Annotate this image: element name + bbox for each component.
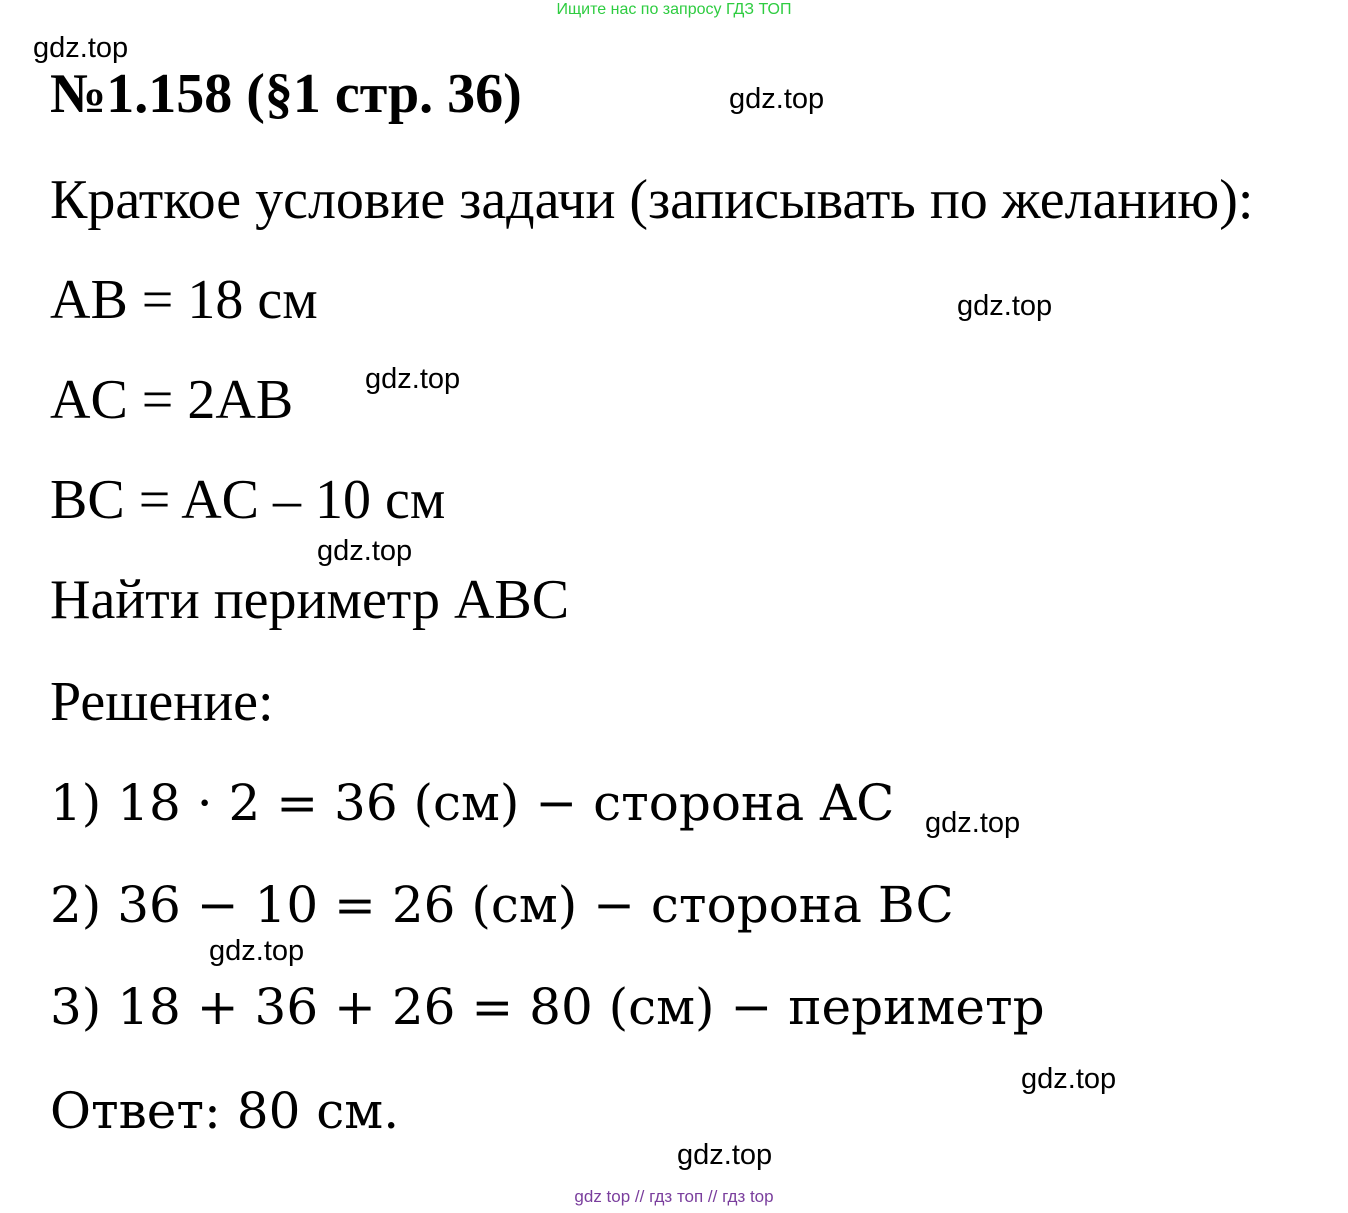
watermark: gdz.top: [1021, 1063, 1117, 1095]
footer-watermark: gdz top // гдз топ // гдз top: [574, 1187, 774, 1206]
solution-heading: Решение:: [50, 671, 274, 733]
answer: Ответ: 80 см.: [50, 1082, 400, 1140]
solution-step-1: 1) 18 · 2 = 36 (см) − сторона AC: [50, 774, 895, 832]
watermark: gdz.top: [957, 290, 1053, 322]
watermark: gdz.top: [729, 83, 825, 115]
watermark: gdz.top: [365, 363, 461, 395]
search-banner: Ищите нас по запросу ГДЗ ТОП: [556, 1, 792, 18]
condition-line-bc: BC = AC – 10 см: [50, 469, 446, 531]
watermark: gdz.top: [677, 1139, 773, 1171]
watermark: gdz.top: [209, 935, 305, 967]
watermark: gdz.top: [33, 32, 129, 64]
condition-line-ac: AC = 2AB: [50, 369, 294, 431]
condition-line-ab: AB = 18 см: [50, 269, 318, 331]
watermark: gdz.top: [925, 807, 1021, 839]
condition-heading: Краткое условие задачи (записывать по желанию):: [50, 169, 1254, 231]
watermark: gdz.top: [317, 535, 413, 567]
solution-step-2: 2) 36 − 10 = 26 (см) − сторона BC: [50, 876, 954, 934]
problem-title: №1.158 (§1 стр. 36): [50, 63, 522, 125]
condition-find: Найти периметр ABC: [50, 569, 570, 631]
solution-step-3: 3) 18 + 36 + 26 = 80 (см) − периметр: [50, 978, 1045, 1036]
